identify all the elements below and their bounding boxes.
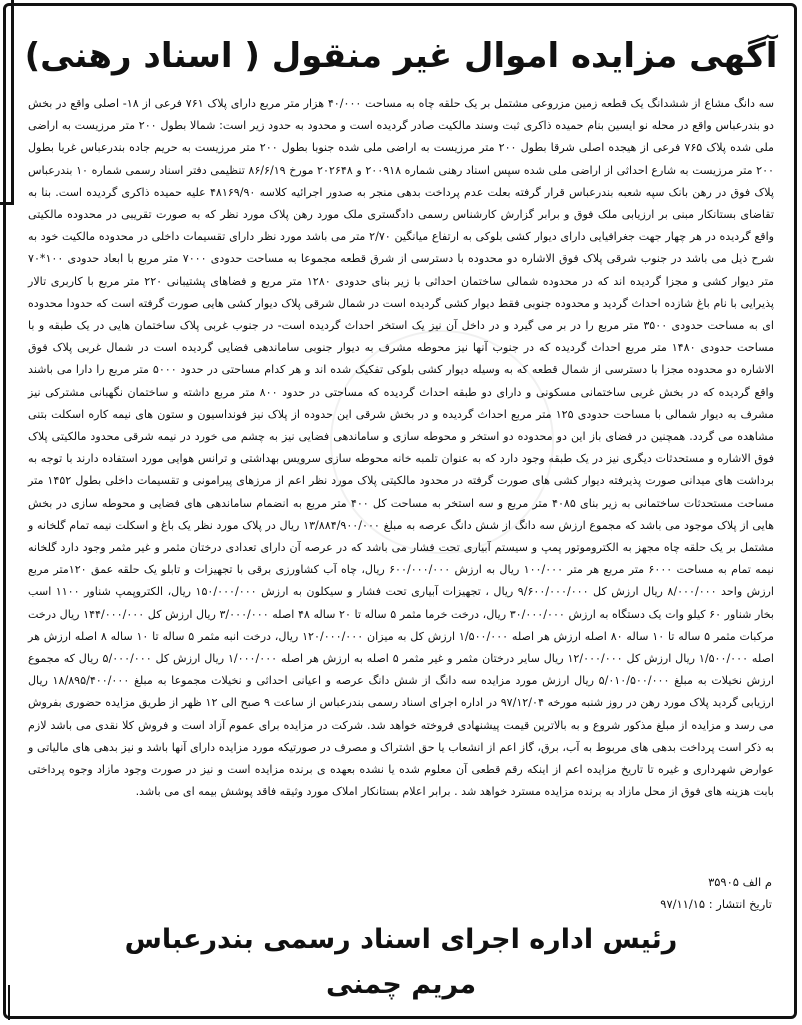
left-margin-strip-bottom	[0, 985, 10, 1020]
notice-body: سه دانگ مشاع از ششدانگ یک قطعه زمین مزروعی مشتمل بر یک حلقه چاه به مساحت ۴۰/۰۰۰ هزار متر مربع دارای پلاک ۷۶۱ فرعی از ۱۸- اصلی واقع در بخش دو بندرعباس واقع در محله نو ایسین بنام حمیده ذاکری ثبت وسند مالکیت صادر گردیده است و محدود به حدود زیر است: شمالا بطول ۲۰۰ متر مرزیست به اراضی ملی شده پلاک ۷۶۵ فرعی از هیجده اصلی شرقا بطول ۲۰۰ متر مرزیست به اراضی ملی شده جنوبا بطول ۲۰۰ متر مرزیست به حریم جاده بندرعباس غربا بطول ۲۰۰ متر مرزیست به شارع احداثی از اراضی ملی شده سپس اسناد رهنی شماره ۲۰۰۹۱۸ و ۲۰۲۶۴۸ مورخ ۸۶/۶/۱۹ تنظیمی دفتر اسناد رسمی شماره ۱۰ بندرعباس پلاک فوق در رهن بانک سپه شعبه بندرعباس قرار گرفته بعلت عدم پرداخت بدهی منجر به صدور اجرائیه کلاسه ۴۸۱۶۹/۹۰ علیه حمیده ذاکری گردیده است. بنا به تقاضای بستانکار مبنی بر ارزیابی ملک فوق و برابر گزارش کارشناس رسمی دادگستری ملک مورد رهن پلاک مورد نظر که به صورت تقریبی در محدوده مالکیتی واقع گردیده در هر چهار جهت جغرافیایی دارای دیوار کشی بلوکی به ارتفاع میانگین ۲/۷۰ متر می باشد مورد نظر دارای تقسیمات داخلی در محدوده مالکیت خود به شرح ذیل می باشد در جنوب شرقی پلاک فوق الاشاره دو محدوده با دسترسی از شرق قطعه مجموعا به مساحت حدودی ۷۰۰۰ متر مربع با ابعاد حدودی ۱۰۰*۷۰ متر دیوار کشی و مجزا گردیده اند که در محدوده شمالی ساختمان احداثی با زیر بنای حدودی ۱۲۸۰ متر مربع و فضاهای پشتیبانی ۲۲۰ متر مربع با کاربری تالار پذیرایی با نام باغ شازده احداث گردید و محدوده جنوبی فقط دیوار کشی گردیده است در شمال شرقی پلاک دیوار کشی هایی صورت گرفته است که حدودا محدوده ای به مساحت حدودی ۳۵۰۰ متر مربع را در بر می گیرد و در داخل آن نیز یک استخر احداث گردیده است- در جنوب غربی پلاک ساختمان هایی در یک طبقه و با مساحت حدودی ۱۴۸۰ متر مربع احداث گردیده که در جنوب آنها نیز محوطه مشرف به دیوار جنوبی ساماندهی فضایی گردیده است در شمال غربی پلاک فوق الاشاره دو محدوده مجزا با دسترسی از شمال قطعه که به وسیله دیوار کشی بلوکی تفکیک شده اند و هر کدام مساحتی در حدود ۵۰۰۰ متر مربع را دارا می باشند واقع گردیده که در بخش غربی ساختمانی مسکونی و دارای دو طبقه احداث گردیده که مساحتی در حدود ۸۰۰ متر مربع داشته و ساختمان نگهبانی مشترکی نیز مشرف به دیوار شمالی با مساحت حدودی ۱۲۵ متر مربع احداث گردیده و در بخش شرقی این حدوده از پلاک نیز فونداسیون و ستون های نیمه کاره اسکلت بتنی مشاهده می گردد. همچنین در فضای باز این دو محدوده دو استخر و محوطه سازی و ساماندهی فضایی نیز به چشم می خورد در نیمه شرقی محدود مالکیتی پلاک فوق الاشاره و مستحدثات دیگری نیز در یک طبقه وجود دارد که به عنوان تلمبه خانه محوطه سازی سرویس بهداشتی و ترانس هوایی مورد استفاده دارند با توجه به برداشت های میدانی صورت پذیرفته دیوار کشی های صورت گرفته در محدود مالکیتی پلاک مورد نظر اعم از مرزهای پیرامونی و تقسیمات داخلی بطول ۱۴۵۲ متر مساحت مستحدثات ساختمانی به زیر بنای ۴۰۸۵ متر مربع و سه استخر به مساحت کل ۴۰۰ متر مربع به انضمام ساماندهی های فضایی و محوطه سازی در بخش هایی از پلاک موجود می باشد که مجموع ارزش سه دانگ از شش دانگ عرصه به مبلغ ۱۳/۸۸۴/۹۰۰/۰۰۰ ریال در پلاک مورد نظر یک باغ و اسکلت نیمه تمام گلخانه و مشتمل بر یک حلقه چاه مجهز به الکتروموتور پمپ و سیستم آبیاری تحت فشار می باشد که در عرصه آن دارای تعدادی درختان مثمر و غیر مثمر وجود دارد گلخانه نیمه تمام به مساحت ۶۰۰۰ متر مربع هر متر ۱۰۰/۰۰۰ ریال به ارزش ۶۰۰/۰۰۰/۰۰۰ ریال، چاه آب کشاورزی برقی با تجهیزات و تابلو یک حلقه عمق ۱۲۰متر مربع ارزش واحد ۸/۰۰۰/۰۰۰ ریال ارزش کل ۹/۶۰۰/۰۰۰/۰۰۰ ریال ، تجهیزات آبیاری تحت فشار و سیکلون به ارزش ۱۵۰/۰۰۰/۰۰۰ ریال، الکتروپمپ شناور ۱۱۰۰ اسب بخار شناور ۶۰ کیلو وات یک دستگاه به ارزش ۳۰/۰۰۰/۰۰۰ ریال، درخت خرما مثمر ۵ ساله تا ۲۰ ساله ۴۸ اصله ۳/۰۰۰/۰۰۰ ریال ارزش کل ۱۴۴/۰۰۰/۰۰۰ ریال درخت مرکبات مثمر ۵ ساله تا ۱۰ ساله ۸۰ اصله ارزش هر اصله ۱/۵۰۰/۰۰۰ ارزش کل به میزان ۱۲۰/۰۰۰/۰۰۰ ریال، درخت انبه مثمر ۵ ساله تا ۱۰ ساله ۸ اصله ارزش هر اصله ۱/۵۰۰/۰۰۰ ریال ارزش کل ۱۲/۰۰۰/۰۰۰ ریال سایر درختان مثمر و غیر مثمر ۵ اصله به ارزش هر اصله ۱/۰۰۰/۰۰۰ ریال ارزش کل ۵/۰۰۰/۰۰۰ ریال که مجموع ارزش نخیلات به مبلغ ۵/۰۱۰/۵۰۰/۰۰۰ ریال ارزش مورد مزایده سه دانگ از شش دانگ عرصه و اعیانی احداثی و نخیلات مجموعا به مبلغ ۱۸/۸۹۵/۴۰۰/۰۰۰ ریال ارزیابی گردید پلاک مورد رهن در روز شنبه مورخه ۹۷/۱۲/۰۴ در اداره اجرای اسناد رسمی بندرعباس از ساعت ۹ صبح الی ۱۲ ظهر از طریق مزایده حضوری بفروش می رسد و مزایده از مبلغ مذکور شروع و به بالاترین قیمت پیشنهادی فروخته خواهد شد. شرکت در مزایده برای عموم آزاد است و فروش کلا نقدی می باشد لازم به ذکر است پرداخت بدهی های مربوط به آب، برق، گاز اعم از انشعاب یا حق اشتراک و مصرف در صورتیکه مورد مزایده دارای آنها باشد و نیز بدهی های مالیاتی و عوارض شهرداری و غیره تا تاریخ مزایده اعم از اینکه رقم قطعی آن معلوم شده یا نشده بعهده ی برنده مزایده است و نیز در صورت وجود مازاد وجوه پرداختی بابت هزینه های فوق از محل مازاد به برنده مزایده مسترد خواهد شد . برابر اعلام بستانکار املاک مورد وثیقه فاقد پوشش بیمه ای می باشد.	[28, 97, 775, 799]
reference-number: م الف ۳۵۹۰۵	[708, 875, 772, 889]
left-margin-strip	[0, 0, 14, 205]
signature-title: رئیس اداره اجرای اسناد رسمی بندرعباس	[124, 924, 678, 955]
signature-name: مریم چمنی	[325, 969, 477, 1000]
notice-title: آگهی مزایده اموال غیر منقول ( اسناد رهنی)	[24, 36, 778, 76]
publish-date: تاریخ انتشار : ۹۷/۱۱/۱۵	[660, 897, 772, 911]
